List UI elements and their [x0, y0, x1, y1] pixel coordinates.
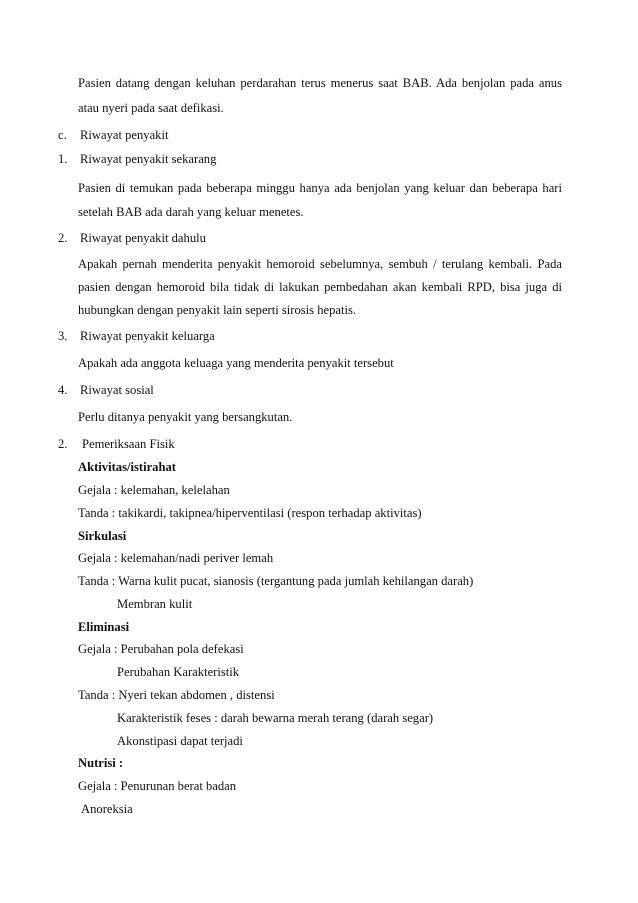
- circulation-tanda-cont: Membran kulit: [117, 597, 193, 611]
- elimination-tanda-cont: Karakteristik feses : darah bewarna merah terang (darah segar): [117, 711, 434, 725]
- circulation-gejala: Gejala : kelemahan/nadi periver lemah: [78, 551, 274, 565]
- item-number: 1.: [58, 152, 68, 166]
- elimination-gejala: Gejala : Perubahan pola defekasi: [78, 642, 244, 656]
- item-title: Riwayat penyakit keluarga: [80, 329, 215, 343]
- exam-title: Pemeriksaan Fisik: [82, 437, 175, 451]
- activity-tanda: Tanda : takikardi, takipnea/hiperventilasi (respon terhadap aktivitas): [78, 506, 422, 520]
- item-text-line: Pasien di temukan pada beberapa minggu hanya ada benjolan yang keluar dan beberapa hari: [78, 181, 562, 195]
- elimination-tanda-cont: Akonstipasi dapat terjadi: [117, 734, 243, 748]
- elimination-gejala-cont: Perubahan Karakteristik: [117, 665, 240, 679]
- nutrition-gejala-cont: Anoreksia: [81, 802, 133, 816]
- item-text-line: Perlu ditanya penyakit yang bersangkutan.: [78, 410, 293, 424]
- item-number: 4.: [58, 383, 68, 397]
- activity-heading: Aktivitas/istirahat: [78, 460, 176, 474]
- elimination-tanda: Tanda : Nyeri tekan abdomen , distensi: [78, 688, 275, 702]
- exam-number: 2.: [58, 437, 68, 451]
- item-text-line: Apakah ada anggota keluaga yang menderita penyakit tersebut: [78, 356, 394, 370]
- item-title: Riwayat sosial: [80, 383, 154, 397]
- item-text-line: hubungkan dengan penyakit lain seperti sirosis hepatis.: [78, 303, 357, 317]
- nutrition-gejala: Gejala : Penurunan berat badan: [78, 779, 237, 793]
- item-text-line: Apakah pernah menderita penyakit hemoroid sebelumnya, sembuh / terulang kembali. Pada: [78, 257, 562, 271]
- section-marker: c.: [58, 128, 67, 142]
- item-title: Riwayat penyakit dahulu: [80, 231, 206, 245]
- intro-line: atau nyeri pada saat defikasi.: [78, 101, 224, 115]
- circulation-tanda: Tanda : Warna kulit pucat, sianosis (tergantung pada jumlah kehilangan darah): [78, 574, 474, 588]
- item-text-line: setelah BAB ada darah yang keluar menetes.: [78, 205, 304, 219]
- nutrition-heading: Nutrisi :: [78, 756, 124, 770]
- intro-line: Pasien datang dengan keluhan perdarahan terus menerus saat BAB. Ada benjolan pada anus: [78, 76, 562, 90]
- item-text-line: pasien dengan hemoroid bila tidak di lakukan pembedahan akan kembali RPD, bisa juga di: [78, 280, 562, 294]
- item-number: 3.: [58, 329, 68, 343]
- circulation-heading: Sirkulasi: [78, 529, 127, 543]
- item-number: 2.: [58, 231, 68, 245]
- elimination-heading: Eliminasi: [78, 620, 130, 634]
- section-title: Riwayat penyakit: [80, 128, 169, 142]
- activity-gejala: Gejala : kelemahan, kelelahan: [78, 483, 230, 497]
- item-title: Riwayat penyakit sekarang: [80, 152, 217, 166]
